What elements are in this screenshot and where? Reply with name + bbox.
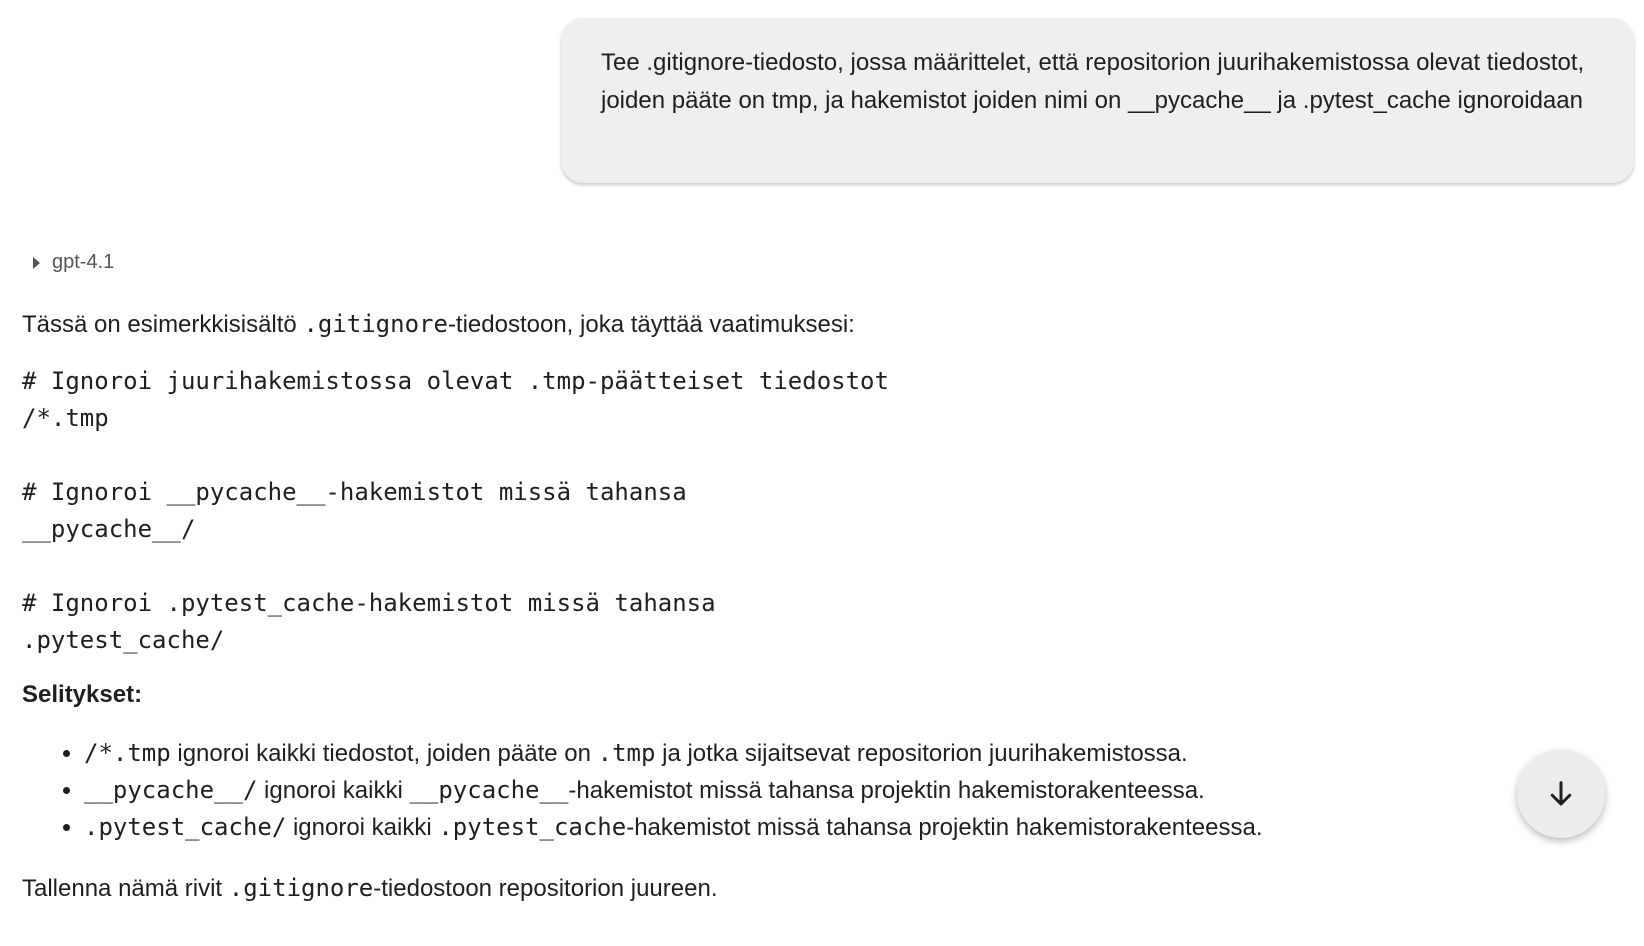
bullet-code: /*.tmp: [84, 739, 171, 767]
bullet-code: __pycache__: [409, 776, 569, 804]
scroll-to-bottom-button[interactable]: [1517, 750, 1605, 838]
arrow-down-icon: [1546, 779, 1576, 809]
code-line: # Ignoroi juurihakemistossa olevat .tmp-päätteiset tiedostot: [22, 367, 889, 395]
intro-text-before: Tässä on esimerkkisisältö: [22, 311, 304, 338]
caret-right-icon: [33, 257, 40, 269]
bullet-code: __pycache__/: [84, 776, 258, 804]
list-item: [84, 809, 1582, 846]
final-text-after: -tiedostoon repositorion juureen.: [373, 875, 718, 902]
code-line: __pycache__/: [22, 515, 196, 543]
intro-text-after: -tiedostoon, joka täyttää vaatimuksesi:: [447, 311, 855, 338]
list-item: [84, 735, 1582, 772]
user-message-text: Tee .gitignore-tiedosto, jossa määrittelet, että repositorion juurihakemistossa olevat tiedostot, joiden pääte on tmp, ja hakemistot joiden nimi on __pycache__ ja .pytest_cache ignoroidaan: [601, 49, 1585, 114]
final-text-before: Tallenna nämä rivit: [22, 875, 229, 902]
bullet-code: .pytest_cache/: [84, 813, 287, 841]
bullet-text: -hakemistot missä tahansa projektin hakemistorakenteessa.: [626, 814, 1263, 841]
code-line: .pytest_cache/: [22, 626, 225, 654]
explanations-heading: Selitykset:: [22, 681, 143, 708]
gitignore-code-block: [22, 363, 1582, 659]
user-message-bubble: [561, 18, 1634, 183]
code-line: [22, 437, 1582, 474]
explanations-list: [22, 735, 1582, 846]
final-inline-code: .gitignore: [228, 874, 374, 902]
answer-final: [22, 870, 1582, 907]
bullet-text: ja jotka sijaitsevat repositorion juurihakemistossa.: [655, 740, 1188, 767]
assistant-answer: [22, 306, 1582, 907]
bullet-code: .tmp: [597, 739, 656, 767]
model-label: gpt-4.1: [52, 251, 115, 273]
answer-intro: [22, 306, 1582, 343]
bullet-text: -hakemistot missä tahansa projektin hakemistorakenteessa.: [568, 777, 1205, 804]
intro-inline-code: .gitignore: [303, 310, 448, 338]
bullet-code: .pytest_cache: [438, 813, 627, 841]
code-line: [22, 548, 1582, 585]
model-toggle[interactable]: [33, 251, 114, 274]
code-line: # Ignoroi __pycache__-hakemistot missä tahansa: [22, 478, 687, 506]
bullet-text: ignoroi kaikki: [286, 814, 439, 841]
code-line: /*.tmp: [22, 404, 109, 432]
list-item: [84, 772, 1582, 809]
bullet-text: ignoroi kaikki: [257, 777, 410, 804]
code-line: # Ignoroi .pytest_cache-hakemistot missä tahansa: [22, 589, 716, 617]
bullet-text: ignoroi kaikki tiedostot, joiden pääte on: [170, 740, 598, 767]
